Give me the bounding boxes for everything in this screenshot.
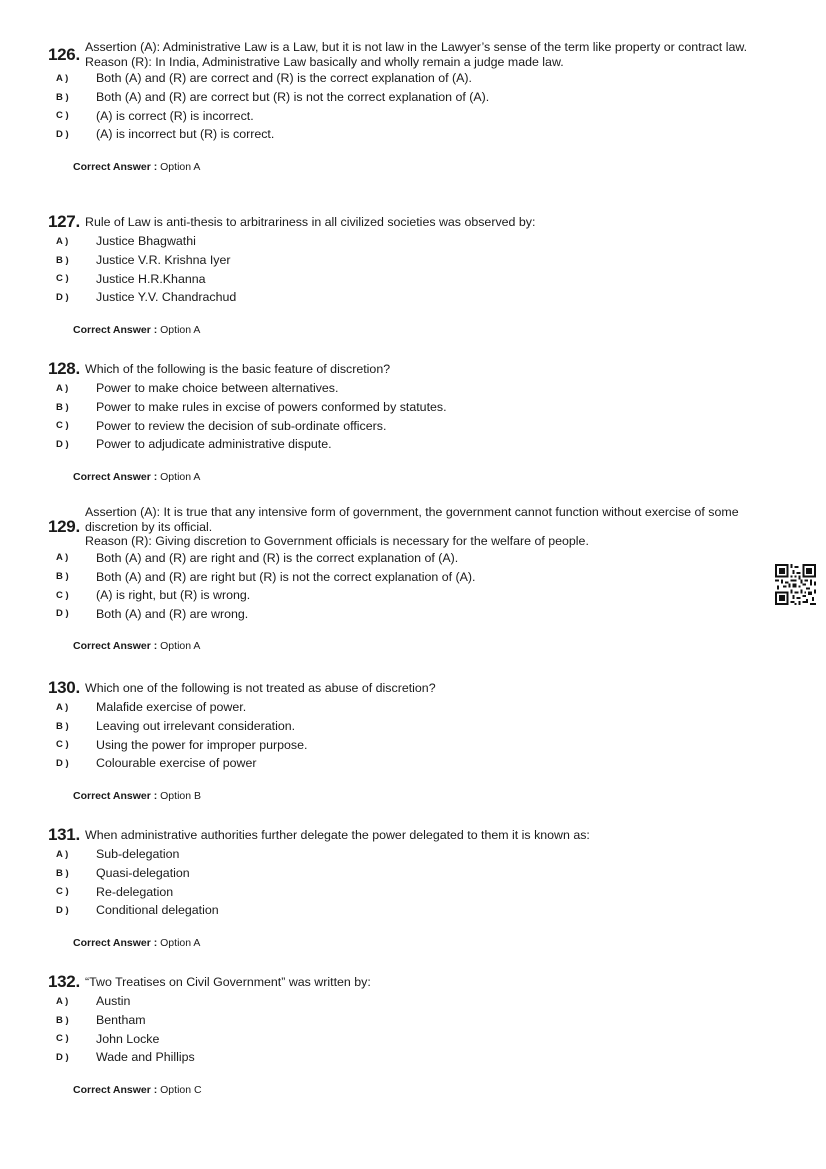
option-c (48, 416, 793, 435)
option-d (48, 605, 793, 624)
option-text: Using the power for improper purpose. (96, 737, 308, 752)
correct-answer-value: Option C (160, 1083, 202, 1096)
option-label: C ) (56, 273, 69, 285)
question-block (48, 678, 793, 802)
question-header (48, 359, 793, 379)
option-c (48, 735, 793, 754)
option-label: B ) (56, 91, 69, 103)
question-text (85, 40, 747, 69)
correct-answer-label: Correct Answer : (73, 936, 158, 949)
question-block (48, 825, 793, 949)
question-block (48, 359, 793, 483)
correct-answer-value: Option A (160, 640, 201, 653)
option-label: C ) (56, 1033, 69, 1045)
question-header (48, 825, 793, 845)
option-text: Conditional delegation (96, 903, 219, 918)
question-line: Assertion (A): Administrative Law is a Law, but it is not law in the Lawyer’s sense of the term like property or contract law. (85, 40, 748, 54)
option-b (48, 567, 793, 586)
option-text: Quasi-delegation (96, 866, 190, 881)
option-a (48, 845, 793, 864)
option-label: D ) (56, 757, 69, 769)
option-a (48, 232, 793, 251)
option-label: D ) (56, 438, 69, 450)
option-label: C ) (56, 589, 69, 601)
option-text: Bentham (96, 1013, 146, 1028)
options-list (48, 69, 793, 144)
option-label: C ) (56, 420, 69, 432)
option-label: B ) (56, 254, 69, 266)
option-b (48, 864, 793, 883)
question-line: When administrative authorities further delegate the power delegated to them it is known as: (85, 827, 590, 842)
option-text: Power to make rules in excise of powers conformed by statutes. (96, 400, 447, 415)
option-label: D ) (56, 1051, 69, 1063)
option-label: A ) (56, 995, 69, 1007)
option-text: Both (A) and (R) are correct and (R) is the correct explanation of (A). (96, 71, 472, 86)
question-number: 127. (48, 212, 80, 231)
question-number: 130. (48, 678, 80, 697)
option-text: Justice V.R. Krishna Iyer (96, 253, 231, 268)
question-text (85, 215, 535, 230)
option-a (48, 69, 793, 88)
correct-answer-value: Option A (160, 323, 201, 336)
option-label: C ) (56, 110, 69, 122)
option-text: Power to make choice between alternatives. (96, 381, 339, 396)
correct-answer-label: Correct Answer : (73, 1083, 158, 1096)
option-text: Leaving out irrelevant consideration. (96, 719, 296, 734)
correct-answer (48, 1084, 793, 1096)
question-line: Reason (R): In India, Administrative Law basically and wholly remain a judge made law. (85, 54, 564, 69)
question-text (85, 362, 390, 377)
option-a (48, 379, 793, 398)
options-list (48, 845, 793, 920)
option-b (48, 88, 793, 107)
correct-answer (48, 324, 793, 336)
option-text: Both (A) and (R) are right and (R) is the correct explanation of (A). (96, 550, 459, 565)
option-text: Both (A) and (R) are correct but (R) is not the correct explanation of (A). (96, 90, 490, 105)
question-block (48, 212, 793, 336)
question-text (85, 828, 590, 843)
question-line: Reason (R): Giving discretion to Government officials is necessary for the welfare of people. (85, 534, 589, 548)
option-text: Justice Y.V. Chandrachud (96, 290, 237, 305)
option-text: (A) is correct (R) is incorrect. (96, 108, 254, 123)
option-d (48, 435, 793, 454)
correct-answer (48, 161, 793, 173)
correct-answer (48, 790, 793, 802)
option-text: Colourable exercise of power (96, 756, 257, 771)
question-text (85, 975, 371, 990)
question-number: 128. (48, 359, 80, 378)
option-label: D ) (56, 904, 69, 916)
option-text: Justice Bhagwathi (96, 234, 196, 249)
question-number: 129. (48, 516, 80, 536)
option-d (48, 901, 793, 920)
question-line: Which one of the following is not treated as abuse of discretion? (85, 680, 436, 695)
option-a (48, 992, 793, 1011)
option-text: Both (A) and (R) are right but (R) is not the correct explanation of (A). (96, 569, 476, 584)
question-line: Rule of Law is anti-thesis to arbitrariness in all civilized societies was observed by: (85, 214, 536, 229)
option-label: D ) (56, 291, 69, 303)
option-text: Power to review the decision of sub-ordinate officers. (96, 418, 387, 433)
correct-answer (48, 640, 793, 652)
correct-answer-label: Correct Answer : (73, 470, 158, 483)
option-label: B ) (56, 720, 69, 732)
option-text: John Locke (96, 1031, 160, 1046)
option-d (48, 754, 793, 773)
option-b (48, 398, 793, 417)
option-text: Both (A) and (R) are wrong. (96, 606, 249, 621)
correct-answer-value: Option A (160, 936, 201, 949)
option-label: D ) (56, 128, 69, 140)
options-list (48, 549, 793, 624)
question-line: Assertion (A): It is true that any intensive form of government, the government cannot function without exercise of some discretion by its official. (85, 505, 739, 534)
option-label: D ) (56, 608, 69, 620)
question-header (48, 972, 793, 992)
option-d (48, 125, 793, 144)
option-label: A ) (56, 848, 69, 860)
correct-answer-label: Correct Answer : (73, 640, 158, 653)
option-d (48, 288, 793, 307)
option-a (48, 549, 793, 568)
option-c (48, 269, 793, 288)
correct-answer (48, 937, 793, 949)
option-text: (A) is incorrect but (R) is correct. (96, 127, 275, 142)
question-header (48, 505, 793, 549)
correct-answer-label: Correct Answer : (73, 789, 158, 802)
question-line: Which of the following is the basic feature of discretion? (85, 361, 391, 376)
option-c (48, 882, 793, 901)
qr-code-icon (775, 564, 816, 605)
option-a (48, 698, 793, 717)
option-label: A ) (56, 382, 69, 394)
options-list (48, 698, 793, 773)
option-text: Austin (96, 994, 131, 1009)
question-header (48, 40, 793, 69)
option-d (48, 1048, 793, 1067)
question-header (48, 212, 793, 232)
option-label: A ) (56, 235, 69, 247)
options-list (48, 232, 793, 307)
question-number: 132. (48, 972, 80, 991)
option-label: B ) (56, 1014, 69, 1026)
option-label: A ) (56, 701, 69, 713)
options-list (48, 992, 793, 1067)
option-b (48, 251, 793, 270)
option-b (48, 1011, 793, 1030)
option-label: B ) (56, 867, 69, 879)
option-text: Wade and Phillips (96, 1050, 195, 1065)
correct-answer-value: Option A (160, 470, 201, 483)
question-text (85, 681, 436, 696)
option-label: B ) (56, 571, 69, 583)
correct-answer-label: Correct Answer : (73, 323, 158, 336)
question-number: 131. (48, 825, 80, 844)
option-label: B ) (56, 401, 69, 413)
question-block (48, 972, 793, 1096)
option-label: C ) (56, 739, 69, 751)
question-header (48, 678, 793, 698)
option-b (48, 717, 793, 736)
correct-answer-value: Option B (160, 789, 201, 802)
question-block (48, 505, 793, 652)
correct-answer (48, 471, 793, 483)
option-text: Sub-delegation (96, 847, 180, 862)
option-text: Re-delegation (96, 884, 174, 899)
option-label: A ) (56, 552, 69, 564)
option-text: Justice H.R.Khanna (96, 271, 206, 286)
option-label: C ) (56, 886, 69, 898)
question-text (85, 505, 793, 549)
correct-answer-value: Option A (160, 160, 201, 173)
question-number: 126. (48, 44, 80, 64)
option-c (48, 1029, 793, 1048)
options-list (48, 379, 793, 454)
option-text: Malafide exercise of power. (96, 700, 247, 715)
question-line: “Two Treatises on Civil Government” was written by: (85, 974, 371, 989)
option-c (48, 586, 793, 605)
option-c (48, 106, 793, 125)
option-label: A ) (56, 72, 69, 84)
question-block (48, 40, 793, 173)
option-text: (A) is right, but (R) is wrong. (96, 588, 251, 603)
option-text: Power to adjudicate administrative dispute. (96, 437, 332, 452)
correct-answer-label: Correct Answer : (73, 160, 158, 173)
